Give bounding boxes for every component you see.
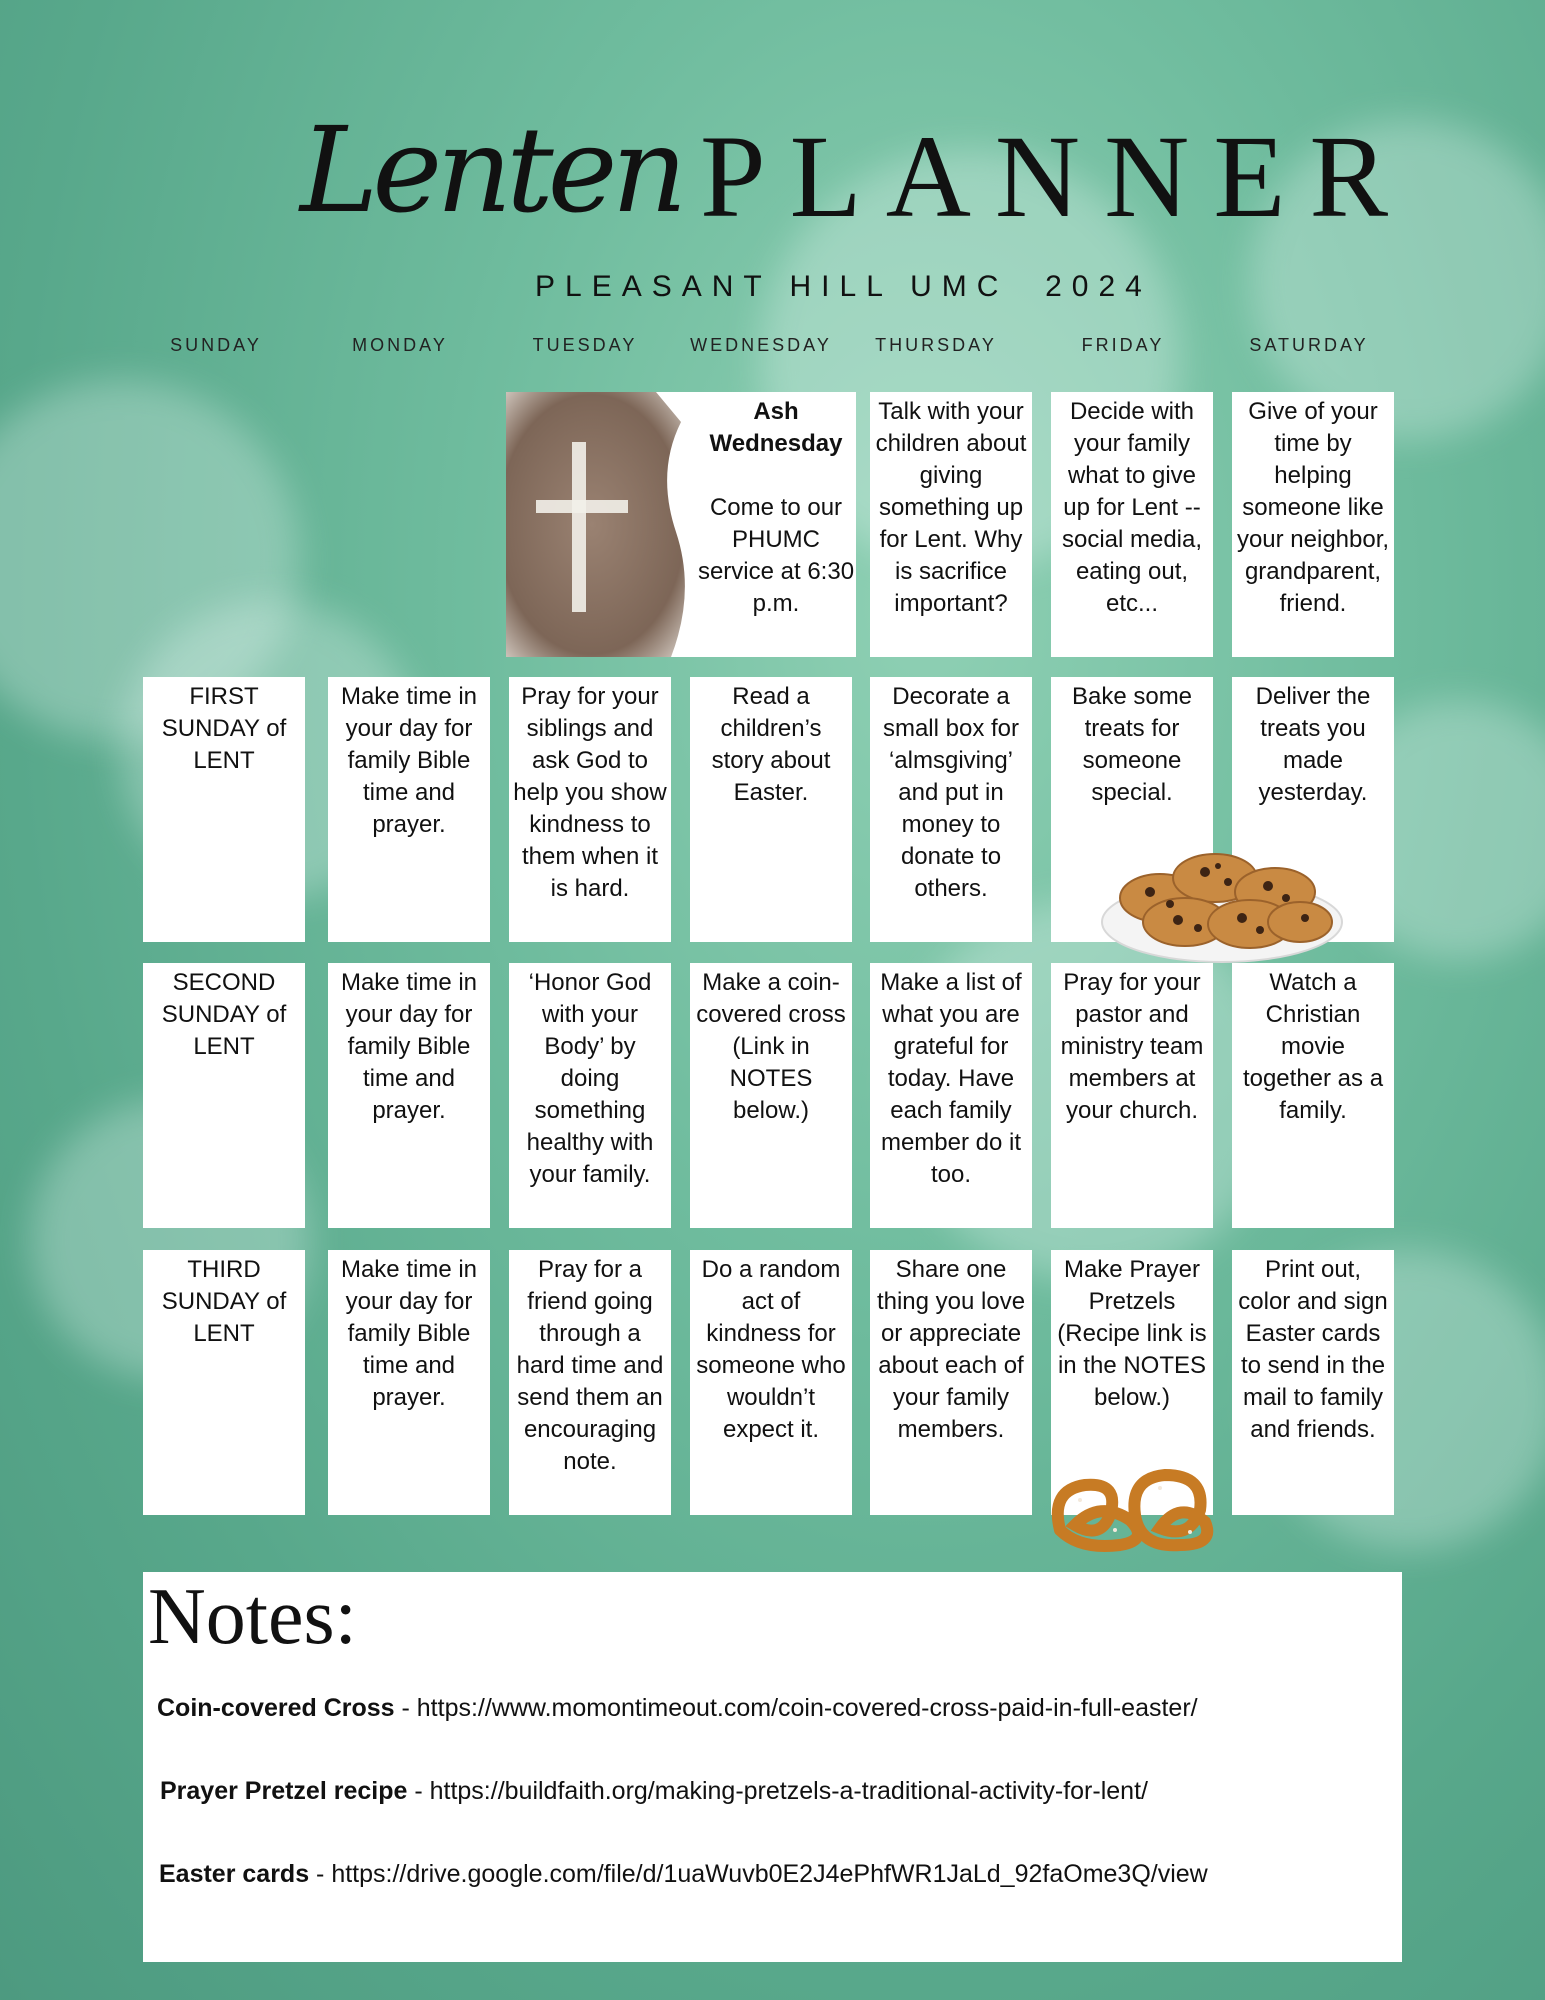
notes-title: Notes:	[148, 1573, 357, 1661]
week3-sunday-cell: THIRD SUNDAY of LENT	[143, 1250, 305, 1515]
day-header-sunday: SUNDAY	[170, 335, 262, 355]
ash-wednesday-title: Ash Wednesday	[709, 398, 843, 457]
week3-wednesday-cell: Do a random act of kindness for someone who wouldn’t expect it.	[690, 1250, 852, 1515]
note-prayer-pretzel-link[interactable]: - https://buildfaith.org/making-pretzels-a-traditional-activity-for-lent/	[407, 1777, 1148, 1805]
note-easter-cards-link[interactable]: - https://drive.google.com/file/d/1uaWuvb0E2J4ePhfWR1JaLd_92faOme3Q/view	[309, 1860, 1208, 1888]
note-coin-cross	[157, 1694, 1198, 1723]
title-planner: PLANNER	[700, 111, 1413, 242]
note-coin-cross-label: Coin-covered Cross	[157, 1694, 395, 1722]
week0-saturday-cell: Give of your time by helping someone like your neighbor, grandparent, friend.	[1232, 392, 1394, 657]
day-header-saturday: SATURDAY	[1249, 335, 1369, 355]
day-header-wednesday: WEDNESDAY	[690, 335, 832, 355]
week2-saturday-cell: Watch a Christian movie together as a family.	[1232, 963, 1394, 1228]
week2-sunday-cell: SECOND SUNDAY of LENT	[143, 963, 305, 1228]
note-coin-cross-link[interactable]: - https://www.momontimeout.com/coin-covered-cross-paid-in-full-easter/	[394, 1694, 1198, 1722]
pretzels-image	[1040, 1460, 1225, 1560]
week3-tuesday-cell: Pray for a friend going through a hard time and send them an encouraging note.	[509, 1250, 671, 1515]
week1-friday-cell: Bake some treats for someone special.	[1051, 677, 1213, 942]
week2-thursday-cell: Make a list of what you are grateful for today. Have each family member do it too.	[870, 963, 1032, 1228]
week1-thursday-cell: Decorate a small box for ‘almsgiving’ and put in money to donate to others.	[870, 677, 1032, 942]
week3-friday-cell: Make Prayer Pretzels (Recipe link is in the NOTES below.)	[1051, 1250, 1213, 1515]
week2-tuesday-cell: ‘Honor God with your Body’ by doing something healthy with your family.	[509, 963, 671, 1228]
week1-tuesday-cell: Pray for your siblings and ask God to help you show kindness to them when it is hard.	[509, 677, 671, 942]
day-header-thursday: THURSDAY	[875, 335, 997, 355]
day-header-tuesday: TUESDAY	[532, 335, 638, 355]
week3-monday-cell: Make time in your day for family Bible time and prayer.	[328, 1250, 490, 1515]
notes-panel	[143, 1572, 1402, 1962]
week3-saturday-cell: Print out, color and sign Easter cards to send in the mail to family and friends.	[1232, 1250, 1394, 1515]
week0-friday-cell: Decide with your family what to give up for Lent -- social media, eating out, etc...	[1051, 392, 1213, 657]
week1-saturday-cell: Deliver the treats you made yesterday.	[1232, 677, 1394, 942]
week0-thursday-cell: Talk with your children about giving something up for Lent. Why is sacrifice important?	[870, 392, 1032, 657]
day-header-monday: MONDAY	[352, 335, 448, 355]
week2-wednesday-cell: Make a coin-covered cross (Link in NOTES below.)	[690, 963, 852, 1228]
ash-wednesday-text: Come to our PHUMC service at 6:30 p.m.	[697, 494, 855, 617]
cookies-image	[1100, 830, 1345, 965]
ash-cross-image	[506, 392, 696, 657]
note-prayer-pretzel-label: Prayer Pretzel recipe	[160, 1777, 408, 1805]
week2-monday-cell: Make time in your day for family Bible time and prayer.	[328, 963, 490, 1228]
week3-thursday-cell: Share one thing you love or appreciate about each of your family members.	[870, 1250, 1032, 1515]
title-script: Lenten	[300, 101, 682, 239]
ash-wednesday-cell	[506, 392, 856, 657]
subtitle: PLEASANT HILL UMC 2024	[535, 270, 1152, 303]
week2-friday-cell: Pray for your pastor and ministry team members at your church.	[1051, 963, 1213, 1228]
note-prayer-pretzel	[160, 1777, 1148, 1806]
note-easter-cards-label: Easter cards	[159, 1860, 310, 1888]
week1-wednesday-cell: Read a children’s story about Easter.	[690, 677, 852, 942]
note-easter-cards	[159, 1860, 1208, 1889]
day-header-friday: FRIDAY	[1081, 335, 1165, 355]
week1-monday-cell: Make time in your day for family Bible time and prayer.	[328, 677, 490, 942]
week1-sunday-cell: FIRST SUNDAY of LENT	[143, 677, 305, 942]
